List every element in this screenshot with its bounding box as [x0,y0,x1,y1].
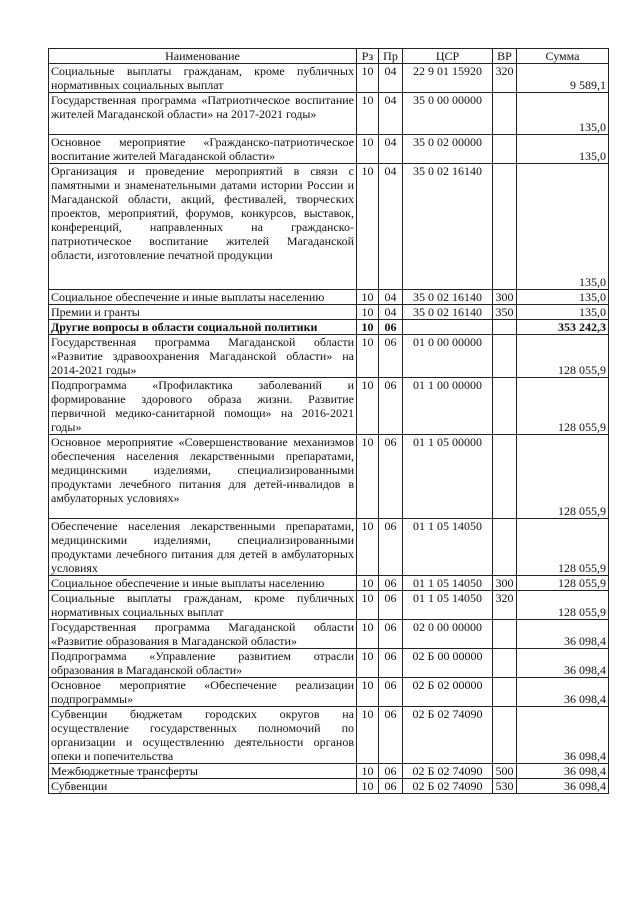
cell-sum: 135,0 [517,305,609,320]
cell-sum: 353 242,3 [517,320,609,335]
cell-vr: 300 [493,576,517,591]
cell-csr: 02 0 00 00000 [403,620,493,649]
cell-pr: 06 [379,678,403,707]
table-body [49,64,609,794]
cell-vr [493,164,517,290]
table-row [49,135,609,164]
table-row [49,320,609,335]
cell-pr: 04 [379,164,403,290]
cell-pr: 06 [379,591,403,620]
cell-pr: 06 [379,779,403,794]
cell-csr: 35 0 02 16140 [403,164,493,290]
cell-rz: 10 [357,93,379,135]
cell-rz: 10 [357,764,379,779]
cell-pr: 06 [379,764,403,779]
cell-vr [493,707,517,764]
header-sum: Сумма [517,49,609,64]
cell-csr [403,320,493,335]
cell-rz: 10 [357,320,379,335]
cell-vr: 530 [493,779,517,794]
cell-csr: 01 0 00 00000 [403,335,493,378]
cell-sum: 135,0 [517,164,609,290]
cell-rz: 10 [357,435,379,519]
cell-csr: 02 Б 02 74090 [403,707,493,764]
cell-rz: 10 [357,649,379,678]
cell-vr [493,435,517,519]
cell-vr [493,335,517,378]
cell-name: Премии и гранты [49,305,357,320]
cell-pr: 06 [379,576,403,591]
cell-sum: 128 055,9 [517,435,609,519]
cell-rz: 10 [357,519,379,576]
header-row [49,49,609,64]
cell-pr: 04 [379,290,403,305]
cell-pr: 06 [379,320,403,335]
cell-name: Субвенции [49,779,357,794]
cell-sum: 36 098,4 [517,779,609,794]
table-row [49,305,609,320]
budget-table [48,48,609,794]
cell-vr: 320 [493,591,517,620]
cell-sum: 36 098,4 [517,620,609,649]
table-row [49,678,609,707]
table-row [49,779,609,794]
cell-pr: 04 [379,305,403,320]
cell-sum: 135,0 [517,135,609,164]
cell-vr [493,135,517,164]
cell-sum: 128 055,9 [517,519,609,576]
cell-vr: 300 [493,290,517,305]
cell-pr: 04 [379,64,403,93]
cell-csr: 02 Б 02 74090 [403,779,493,794]
cell-csr: 35 0 02 16140 [403,290,493,305]
cell-pr: 04 [379,93,403,135]
cell-name: Основное мероприятие «Обеспечение реализации подпрограммы» [49,678,357,707]
cell-csr: 02 Б 02 00000 [403,678,493,707]
cell-rz: 10 [357,305,379,320]
cell-rz: 10 [357,64,379,93]
cell-csr: 35 0 00 00000 [403,93,493,135]
table-row [49,378,609,435]
table-row [49,164,609,290]
cell-name: Подпрограмма «Профилактика заболеваний и формирование здорового образа жизни. Развитие первичной медико-санитарной помощи» на 2016-2021 годы» [49,378,357,435]
cell-sum: 135,0 [517,290,609,305]
cell-rz: 10 [357,335,379,378]
cell-name: Обеспечение населения лекарственными препаратами, медицинскими изделиями, специализированными продуктами лечебного питания для детей в амбулаторных условиях [49,519,357,576]
table-row [49,64,609,93]
cell-csr: 01 1 05 00000 [403,435,493,519]
cell-sum: 9 589,1 [517,64,609,93]
header-pr: Пр [379,49,403,64]
cell-csr: 01 1 05 14050 [403,576,493,591]
cell-sum: 36 098,4 [517,678,609,707]
cell-csr: 35 0 02 00000 [403,135,493,164]
cell-vr [493,93,517,135]
table-row [49,93,609,135]
cell-pr: 06 [379,519,403,576]
cell-rz: 10 [357,576,379,591]
cell-sum: 36 098,4 [517,649,609,678]
table-row [49,435,609,519]
table-row [49,290,609,305]
table-row [49,764,609,779]
cell-rz: 10 [357,591,379,620]
cell-rz: 10 [357,378,379,435]
cell-vr: 320 [493,64,517,93]
table-row [49,649,609,678]
cell-name: Социальные выплаты гражданам, кроме публичных нормативных социальных выплат [49,64,357,93]
cell-sum: 135,0 [517,93,609,135]
cell-name: Социальное обеспечение и иные выплаты населению [49,576,357,591]
cell-vr [493,649,517,678]
cell-vr: 500 [493,764,517,779]
cell-csr: 01 1 00 00000 [403,378,493,435]
cell-sum: 128 055,9 [517,335,609,378]
cell-rz: 10 [357,290,379,305]
cell-csr: 01 1 05 14050 [403,591,493,620]
cell-name: Другие вопросы в области социальной политики [49,320,357,335]
cell-pr: 06 [379,707,403,764]
cell-rz: 10 [357,779,379,794]
cell-vr [493,678,517,707]
cell-vr [493,620,517,649]
table-row [49,707,609,764]
cell-rz: 10 [357,620,379,649]
cell-csr: 02 Б 00 00000 [403,649,493,678]
cell-pr: 04 [379,135,403,164]
header-name: Наименование [49,49,357,64]
cell-csr: 01 1 05 14050 [403,519,493,576]
cell-rz: 10 [357,707,379,764]
cell-csr: 35 0 02 16140 [403,305,493,320]
table-row [49,576,609,591]
cell-name: Основное мероприятие «Совершенствование механизмов обеспечения населения лекарственными препаратами, медицинскими изделиями, специализированными продуктами лечебного питания для детей-инвалидов в амбулаторных условиях» [49,435,357,519]
cell-vr [493,378,517,435]
cell-name: Государственная программа «Патриотическое воспитание жителей Магаданской области» на 2017-2021 годы» [49,93,357,135]
cell-name: Межбюджетные трансферты [49,764,357,779]
header-csr: ЦСР [403,49,493,64]
table-row [49,335,609,378]
cell-pr: 06 [379,335,403,378]
cell-pr: 06 [379,649,403,678]
cell-rz: 10 [357,678,379,707]
cell-rz: 10 [357,164,379,290]
cell-name: Государственная программа Магаданской области «Развитие здравоохранения Магаданской области» на 2014-2021 годы» [49,335,357,378]
cell-csr: 22 9 01 15920 [403,64,493,93]
cell-sum: 128 055,9 [517,591,609,620]
cell-name: Социальные выплаты гражданам, кроме публичных нормативных социальных выплат [49,591,357,620]
cell-name: Основное мероприятие «Гражданско-патриотическое воспитание жителей Магаданской области» [49,135,357,164]
cell-name: Организация и проведение мероприятий в связи с памятными и знаменательными датами истории России и Магаданской области, акций, фестивалей, творческих проектов, мероприятий, форумов, конкурсов, выставок, конференций, направленных на гражданско-патриотическое воспитание жителей Магаданской области, изготовление печатной продукции [49,164,357,290]
cell-csr: 02 Б 02 74090 [403,764,493,779]
cell-vr [493,519,517,576]
cell-name: Субвенции бюджетам городских округов на осуществление государственных полномочий по организации и осуществлению деятельности органов опеки и попечительства [49,707,357,764]
cell-rz: 10 [357,135,379,164]
table-row [49,519,609,576]
cell-sum: 36 098,4 [517,764,609,779]
cell-name: Подпрограмма «Управление развитием отрасли образования в Магаданской области» [49,649,357,678]
header-rz: Рз [357,49,379,64]
cell-vr [493,320,517,335]
table-row [49,620,609,649]
cell-pr: 06 [379,620,403,649]
cell-vr: 350 [493,305,517,320]
table-row [49,591,609,620]
cell-sum: 128 055,9 [517,378,609,435]
cell-name: Государственная программа Магаданской области «Развитие образования в Магаданской области» [49,620,357,649]
cell-sum: 128 055,9 [517,576,609,591]
cell-pr: 06 [379,378,403,435]
cell-name: Социальное обеспечение и иные выплаты населению [49,290,357,305]
cell-sum: 36 098,4 [517,707,609,764]
header-vr: ВР [493,49,517,64]
cell-pr: 06 [379,435,403,519]
